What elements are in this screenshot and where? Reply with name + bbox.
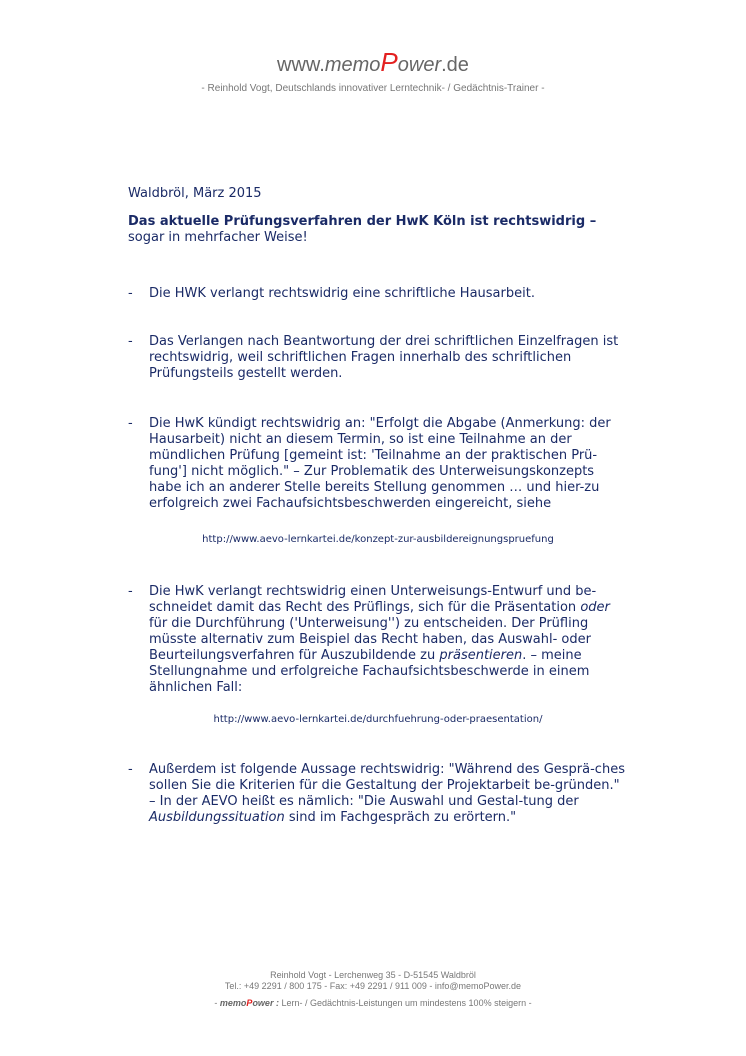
letter-subtitle: sogar in mehrfacher Weise! xyxy=(128,230,308,245)
page-footer xyxy=(0,970,746,1009)
brand-logo: www.memoPower.de xyxy=(277,47,469,77)
letter-date: Waldbröl, März 2015 xyxy=(128,186,262,201)
list-item: - Die HWK verlangt rechtswidrig eine schriftliche Hausarbeit. xyxy=(128,286,535,301)
list-item: - Die HwK verlangt rechtswidrig einen Unterweisungs-Entwurf und be-schneidet damit das Recht des Prüflings, sich für die Präsentation oder für die Durchführung ('Unterweisung'') zu entscheiden. Der Prüfling müsste alternativ zum Beispiel das Recht haben, das Auswahl- oder Beurteilungsverfahren für Auszubildende zu präsentieren. – meine Stellungnahme und erfolgreiche Fachaufsichtsbeschwerde in einem ähnlichen Fall: xyxy=(128,584,610,695)
url-link-konzept[interactable]: http://www.aevo-lernkartei.de/konzept-zur-ausbildereignungspruefung xyxy=(202,534,554,545)
footer-contact: Tel.: +49 2291 / 800 175 - Fax: +49 2291 / 911 009 - info@memoPower.de xyxy=(224,981,522,991)
header-tagline: - Reinhold Vogt, Deutschlands innovativer Lerntechnik- / Gedächtnis-Trainer - xyxy=(201,83,545,94)
footer-slogan: - memoPower : Lern- / Gedächtnis-Leistungen um mindestens 100% steigern - xyxy=(214,998,532,1008)
list-item: - Das Verlangen nach Beantwortung der drei schriftlichen Einzelfragen ist rechtswidrig, weil schriftlichen Fragen innerhalb des schriftlichen Prüfungsteils gestellt werden. xyxy=(128,334,619,381)
list-item: - Die HwK kündigt rechtswidrig an: "Erfolgt die Abgabe (Anmerkung: der Hausarbeit) nicht an diesem Termin, so ist eine Teilnahme an der mündlichen Prüfung [gemeint ist: 'Teilnahme an der praktischen Prü-fung'] nicht möglich." – Zur Problematik des Unterweisungskonzepts habe ich an anderer Stelle bereits Stellung genommen … und hier-zu erfolgreich zwei Fachaufsichtsbeschwerden eingereicht, siehe xyxy=(128,416,611,511)
footer-address: Reinhold Vogt - Lerchenweg 35 - D-51545 Waldbröl xyxy=(270,970,476,980)
list-item: - Außerdem ist folgende Aussage rechtswidrig: "Während des Gesprä-ches sollen Sie die Kriterien für die Gestaltung der Projektarbeit be-gründen." – In der AEVO heißt es nämlich: "Die Auswahl und Gestal-tung der Ausbildungssituation sind im Fachgespräch zu erörtern." xyxy=(128,762,625,825)
letter-title: Das aktuelle Prüfungsverfahren der HwK Köln ist rechtswidrig – xyxy=(128,214,597,229)
letter-body xyxy=(128,186,628,825)
url-link-durchfuehrung[interactable]: http://www.aevo-lernkartei.de/durchfuehrung-oder-praesentation/ xyxy=(213,714,543,725)
page-header xyxy=(0,47,746,94)
